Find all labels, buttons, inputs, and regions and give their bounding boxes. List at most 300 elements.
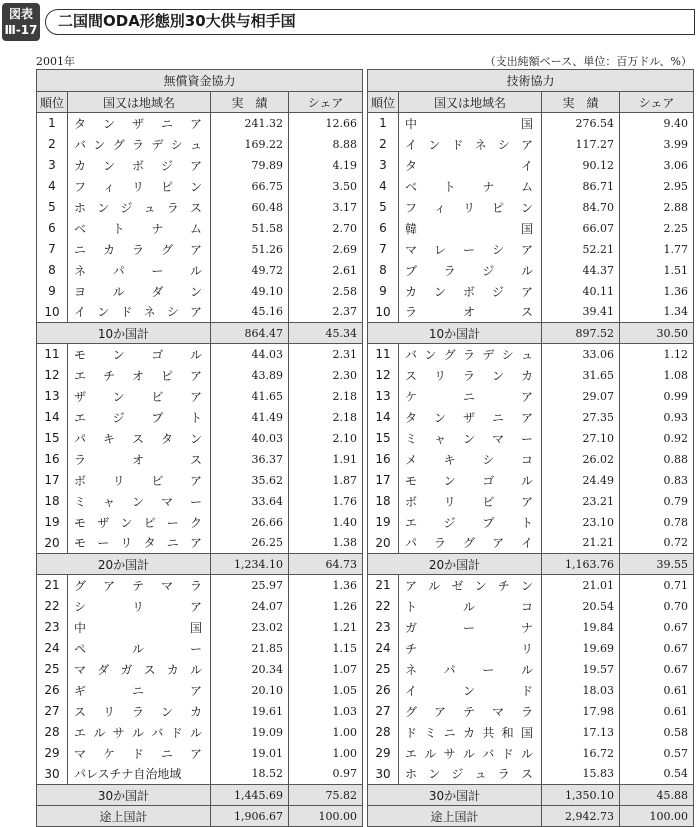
rank-cell: 30 — [37, 764, 68, 785]
country-name-char: ボ — [405, 494, 418, 509]
country-name-char: ド — [120, 305, 133, 320]
country-cell — [68, 659, 211, 680]
country-name — [68, 220, 210, 237]
table-row — [37, 134, 363, 155]
share-cell: 1.91 — [289, 449, 363, 470]
subtotal-share: 30.50 — [620, 323, 694, 344]
country-name-char: ラ — [433, 536, 446, 551]
share-cell: 0.67 — [620, 617, 694, 638]
country-name-char: イ — [520, 536, 533, 551]
country-name-char: ニ — [160, 116, 173, 131]
rank-cell: 25 — [37, 659, 68, 680]
country-name-char: ボ — [462, 284, 475, 299]
country-name-char: ン — [189, 179, 202, 194]
amount-cell: 27.10 — [542, 428, 620, 449]
country-name-char: タ — [74, 116, 87, 131]
share-cell: 0.57 — [620, 743, 694, 764]
country-name-char: ー — [462, 620, 475, 635]
country-name-char: ゴ — [151, 347, 164, 362]
rank-cell: 13 — [37, 386, 68, 407]
table-row — [37, 533, 363, 554]
country-cell — [68, 134, 211, 155]
country-name-char: イ — [405, 683, 418, 698]
country-cell — [399, 533, 542, 554]
country-cell — [399, 659, 542, 680]
rank-cell: 11 — [37, 344, 68, 365]
rank-cell: 4 — [368, 176, 399, 197]
country-name — [68, 619, 210, 636]
amount-cell: 66.07 — [542, 218, 620, 239]
amount-cell: 51.58 — [211, 218, 289, 239]
country-name-char: シ — [491, 242, 504, 257]
rank-cell: 13 — [368, 386, 399, 407]
share-cell: 9.40 — [620, 113, 694, 134]
country-cell — [399, 134, 542, 155]
country-name-char: タ — [160, 431, 173, 446]
country-name-char: モ — [405, 473, 418, 488]
country-name-char: エ — [74, 725, 87, 740]
country-name-char: ア — [405, 578, 418, 593]
amount-cell: 36.37 — [211, 449, 289, 470]
country-name — [399, 136, 541, 153]
country-name-char: ン — [102, 116, 115, 131]
country-name-char: シ — [74, 599, 87, 614]
amount-header: 実 績 — [211, 92, 289, 113]
amount-cell: 25.97 — [211, 575, 289, 596]
country-name-char: ラ — [166, 200, 179, 215]
subtotal-label: 10か国計 — [37, 323, 211, 344]
share-cell: 1.05 — [289, 680, 363, 701]
country-name-char: ー — [189, 494, 202, 509]
country-name — [68, 303, 210, 320]
country-name-char: ン — [189, 284, 202, 299]
country-name-char: ン — [97, 200, 110, 215]
country-name-char: カ — [462, 725, 475, 740]
table-row — [368, 134, 694, 155]
country-cell — [68, 596, 211, 617]
country-name-char: ア — [189, 389, 202, 404]
table-row — [368, 701, 694, 722]
country-name-char: ン — [112, 347, 125, 362]
share-cell: 1.36 — [289, 575, 363, 596]
table-row — [368, 218, 694, 239]
country-name-char: ス — [405, 368, 418, 383]
rank-cell: 11 — [368, 344, 399, 365]
country-name-char: ル — [189, 725, 202, 740]
country-name-char: オ — [131, 368, 144, 383]
share-cell: 0.67 — [620, 659, 694, 680]
share-cell: 1.21 — [289, 617, 363, 638]
amount-cell: 90.12 — [542, 155, 620, 176]
table-row — [37, 428, 363, 449]
country-name-char: ン — [443, 473, 456, 488]
country-name-char: ン — [433, 410, 446, 425]
country-name-char: ア — [189, 242, 202, 257]
subtotal-amount: 1,445.69 — [211, 785, 289, 806]
country-name-char: ベ — [74, 221, 87, 236]
country-name-char: ベ — [405, 179, 418, 194]
country-name-char: ニ — [166, 536, 179, 551]
table-row — [368, 260, 694, 281]
country-name — [68, 577, 210, 594]
country-name-char: タ — [143, 536, 156, 551]
country-name-char: タ — [405, 158, 418, 173]
country-name-char: チ — [102, 368, 115, 383]
amount-cell: 31.65 — [542, 365, 620, 386]
total-row — [37, 806, 363, 827]
table-row — [368, 533, 694, 554]
country-cell — [399, 113, 542, 134]
rank-cell: 7 — [37, 239, 68, 260]
country-cell — [399, 155, 542, 176]
rank-cell: 17 — [368, 470, 399, 491]
rank-cell: 21 — [37, 575, 68, 596]
country-cell — [399, 449, 542, 470]
country-cell — [399, 743, 542, 764]
amount-cell: 40.11 — [542, 281, 620, 302]
country-name-char: ュ — [143, 200, 156, 215]
country-name-char: カ — [74, 158, 87, 173]
amount-cell: 84.70 — [542, 197, 620, 218]
country-cell — [399, 407, 542, 428]
country-name-char: ザ — [97, 515, 110, 530]
total-amount: 2,942.73 — [542, 806, 620, 827]
country-name-char: ピ — [160, 368, 173, 383]
country-name-char: グ — [405, 704, 418, 719]
total-share: 100.00 — [289, 806, 363, 827]
table-row — [368, 575, 694, 596]
country-name-char: ネ — [143, 305, 156, 320]
country-name-char: チ — [497, 578, 510, 593]
rank-cell: 21 — [368, 575, 399, 596]
rank-cell: 20 — [37, 533, 68, 554]
country-cell — [68, 680, 211, 701]
country-cell — [68, 365, 211, 386]
rank-cell: 29 — [37, 743, 68, 764]
country-name-char: エ — [405, 515, 418, 530]
country-cell — [68, 701, 211, 722]
country-name-char: ア — [520, 137, 533, 152]
country-name-char: 韓 — [405, 221, 418, 236]
country-name — [68, 703, 210, 720]
country-name-char: ア — [433, 704, 446, 719]
grant-aid-table — [36, 69, 362, 827]
country-cell — [68, 449, 211, 470]
country-name-char: バ — [482, 746, 495, 761]
amount-cell: 33.06 — [542, 344, 620, 365]
rank-cell: 6 — [37, 218, 68, 239]
subtotal-row — [368, 323, 694, 344]
country-name: パレスチナ自治地域 — [74, 767, 182, 782]
share-cell: 1.03 — [289, 701, 363, 722]
country-cell — [399, 344, 542, 365]
table-row — [368, 176, 694, 197]
figure-label-line2: Ⅲ-17 — [4, 23, 38, 37]
country-cell — [399, 617, 542, 638]
country-name — [68, 493, 210, 510]
country-name-char: ピ — [160, 179, 173, 194]
country-name — [68, 514, 210, 531]
country-name — [68, 724, 210, 741]
country-name-char: ジ — [482, 263, 495, 278]
subtotal-share: 45.88 — [620, 785, 694, 806]
country-name-char: オ — [131, 452, 144, 467]
rank-cell: 19 — [37, 512, 68, 533]
country-name-char: フ — [74, 179, 87, 194]
table-row — [368, 365, 694, 386]
country-name — [68, 430, 210, 447]
country-name-char: ラ — [520, 704, 533, 719]
country-cell — [399, 596, 542, 617]
country-name-char: ル — [428, 578, 441, 593]
country-name — [399, 367, 541, 384]
amount-cell: 39.41 — [542, 302, 620, 323]
subtotal-amount: 1,234.10 — [211, 554, 289, 575]
country-name-char: ア — [189, 368, 202, 383]
share-cell: 0.67 — [620, 638, 694, 659]
country-name-char: コ — [520, 452, 533, 467]
country-name-char: シ — [166, 305, 179, 320]
country-name-char: ト — [520, 515, 533, 530]
country-cell — [68, 764, 211, 785]
table-row — [368, 344, 694, 365]
country-name — [399, 157, 541, 174]
amount-cell: 44.37 — [542, 260, 620, 281]
share-cell: 2.69 — [289, 239, 363, 260]
country-name-char: ア — [520, 389, 533, 404]
table-row — [368, 155, 694, 176]
rank-cell: 22 — [368, 596, 399, 617]
country-name — [399, 598, 541, 615]
rank-cell: 16 — [37, 449, 68, 470]
share-cell: 1.51 — [620, 260, 694, 281]
amount-cell: 19.69 — [542, 638, 620, 659]
country-name-char: ア — [189, 158, 202, 173]
country-name-char: ス — [143, 662, 156, 677]
country-name — [399, 303, 541, 320]
share-cell: 4.19 — [289, 155, 363, 176]
country-name-char: ケ — [102, 746, 115, 761]
country-name-char: ー — [520, 431, 533, 446]
share-cell: 0.93 — [620, 407, 694, 428]
country-name-char: ー — [151, 263, 164, 278]
share-cell: 2.88 — [620, 197, 694, 218]
rank-cell: 26 — [37, 680, 68, 701]
country-name-char: ィ — [433, 200, 446, 215]
country-name-char: リ — [112, 473, 125, 488]
share-cell: 0.58 — [620, 722, 694, 743]
table-row — [368, 764, 694, 785]
table-row — [37, 512, 363, 533]
table-row — [37, 659, 363, 680]
country-name — [68, 534, 210, 551]
country-name-char: ビ — [151, 389, 164, 404]
technical-cooperation-table — [367, 69, 693, 827]
share-cell: 2.30 — [289, 365, 363, 386]
country-name-char: ン — [112, 389, 125, 404]
rank-cell: 3 — [37, 155, 68, 176]
country-name-char: シ — [482, 452, 495, 467]
country-name-char: ガ — [120, 662, 133, 677]
country-name-char: ル — [131, 641, 144, 656]
table-row — [368, 659, 694, 680]
country-cell — [68, 218, 211, 239]
share-cell: 2.70 — [289, 218, 363, 239]
country-name-char: メ — [405, 452, 418, 467]
table-row — [368, 596, 694, 617]
country-name-char: ク — [189, 515, 202, 530]
subtotal-label: 20か国計 — [37, 554, 211, 575]
subtotal-row — [368, 554, 694, 575]
country-cell — [68, 491, 211, 512]
country-name-char: ア — [189, 536, 202, 551]
country-name — [399, 745, 541, 762]
amount-cell: 17.98 — [542, 701, 620, 722]
country-name-char: ト — [189, 410, 202, 425]
subtotal-share: 64.73 — [289, 554, 363, 575]
country-name-char: シ — [501, 347, 514, 362]
rank-cell: 7 — [368, 239, 399, 260]
country-name-char: ス — [189, 452, 202, 467]
share-cell: 1.34 — [620, 302, 694, 323]
country-cell — [68, 512, 211, 533]
country-name — [68, 661, 210, 678]
country-name-char: ア — [189, 746, 202, 761]
country-name-char: ネ — [474, 137, 487, 152]
country-name-char: 中 — [405, 116, 418, 131]
share-cell: 1.00 — [289, 722, 363, 743]
amount-cell: 241.32 — [211, 113, 289, 134]
country-name-char: ー — [166, 515, 179, 530]
rank-cell: 10 — [368, 302, 399, 323]
amount-cell: 27.35 — [542, 407, 620, 428]
country-name-char: ピ — [491, 200, 504, 215]
country-name-char: ア — [102, 578, 115, 593]
amount-cell: 51.26 — [211, 239, 289, 260]
table-row — [37, 470, 363, 491]
country-name-char: ミ — [74, 494, 87, 509]
country-name-char: ボ — [74, 473, 87, 488]
amount-cell: 45.16 — [211, 302, 289, 323]
amount-cell: 23.21 — [542, 491, 620, 512]
country-name — [399, 283, 541, 300]
country-name-char: リ — [120, 536, 133, 551]
amount-cell: 26.25 — [211, 533, 289, 554]
country-name-char: パ — [112, 263, 125, 278]
country-name-char: イ — [74, 305, 87, 320]
share-header: シェア — [620, 92, 694, 113]
figure-title: 二国間ODA形態別30大供与相手国 — [45, 9, 695, 35]
table-row — [368, 470, 694, 491]
country-name — [399, 514, 541, 531]
country-name-char: 国 — [189, 620, 202, 635]
table-row — [37, 281, 363, 302]
country-name-char: ア — [520, 284, 533, 299]
subtotal-label: 30か国計 — [368, 785, 542, 806]
country-name-char: ル — [462, 746, 475, 761]
table-row — [368, 302, 694, 323]
country-name-char: ラ — [131, 704, 144, 719]
share-cell: 0.72 — [620, 533, 694, 554]
rank-cell: 10 — [37, 302, 68, 323]
amount-cell: 21.21 — [542, 533, 620, 554]
country-name-char: ラ — [405, 305, 418, 320]
country-name-char: パ — [405, 536, 418, 551]
amount-cell: 21.01 — [542, 575, 620, 596]
country-name-char: ニ — [160, 746, 173, 761]
country-cell — [399, 722, 542, 743]
rank-cell: 23 — [368, 617, 399, 638]
country-name-char: レ — [433, 242, 446, 257]
country-name-char: オ — [462, 305, 475, 320]
share-header: シェア — [289, 92, 363, 113]
subtotal-amount: 897.52 — [542, 323, 620, 344]
country-name-char: テ — [131, 578, 144, 593]
country-name-char: ケ — [405, 389, 418, 404]
table-row — [37, 701, 363, 722]
subtotal-row — [37, 785, 363, 806]
country-name-char: リ — [520, 641, 533, 656]
country-name-char: マ — [160, 578, 173, 593]
share-cell: 1.76 — [289, 491, 363, 512]
country-name-char: バ — [151, 725, 164, 740]
country-name-char: ビ — [151, 473, 164, 488]
table-row — [37, 491, 363, 512]
country-name-char: ュ — [474, 767, 487, 782]
amount-cell: 49.10 — [211, 281, 289, 302]
country-name-char: ン — [93, 137, 106, 152]
country-name-char: ニ — [74, 242, 87, 257]
share-cell: 3.50 — [289, 176, 363, 197]
rank-cell: 9 — [37, 281, 68, 302]
rank-cell: 22 — [37, 596, 68, 617]
rank-cell: 17 — [37, 470, 68, 491]
country-name-char: サ — [443, 746, 456, 761]
country-name-char: ド — [170, 725, 183, 740]
country-name-char: ィ — [102, 179, 115, 194]
country-name-char: マ — [405, 242, 418, 257]
amount-cell: 23.02 — [211, 617, 289, 638]
country-name — [399, 451, 541, 468]
rank-cell: 2 — [37, 134, 68, 155]
share-cell: 0.88 — [620, 449, 694, 470]
country-name-char: 和 — [501, 725, 514, 740]
share-cell: 2.25 — [620, 218, 694, 239]
country-cell — [68, 533, 211, 554]
subtotal-row — [37, 323, 363, 344]
country-name — [399, 388, 541, 405]
share-cell: 0.78 — [620, 512, 694, 533]
country-name-char: モ — [74, 347, 87, 362]
rank-cell: 8 — [37, 260, 68, 281]
country-name-char: エ — [74, 368, 87, 383]
country-name-char: バ — [74, 137, 87, 152]
rank-cell: 4 — [37, 176, 68, 197]
country-name — [399, 724, 541, 741]
country-name-char: ス — [189, 200, 202, 215]
country-name-char: ン — [428, 767, 441, 782]
rank-cell: 5 — [368, 197, 399, 218]
country-name — [399, 619, 541, 636]
country-name-char: マ — [491, 431, 504, 446]
subtotal-label: 30か国計 — [37, 785, 211, 806]
share-cell: 2.18 — [289, 407, 363, 428]
table-row — [37, 218, 363, 239]
table-row — [368, 512, 694, 533]
amount-cell: 18.52 — [211, 764, 289, 785]
country-cell — [399, 281, 542, 302]
country-name-char: マ — [491, 704, 504, 719]
